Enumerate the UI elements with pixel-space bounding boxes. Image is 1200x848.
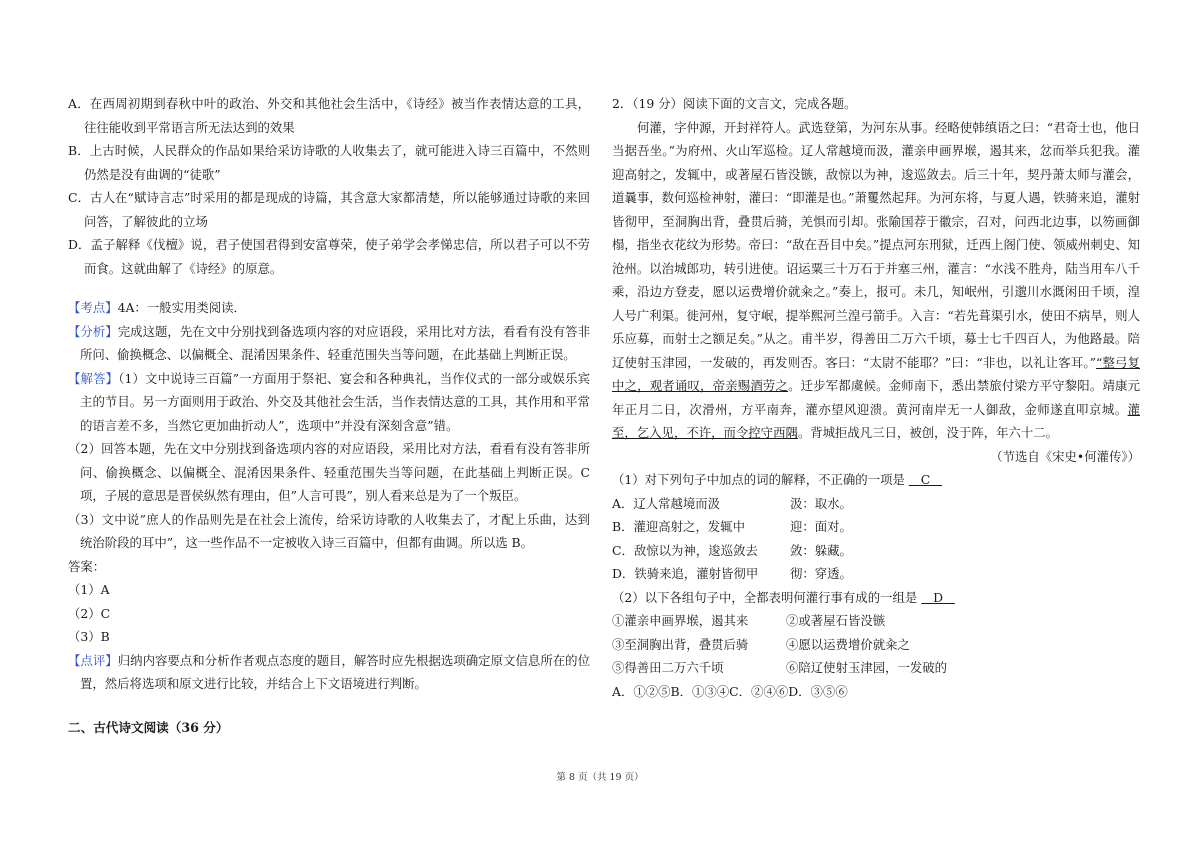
option-b: B．上古时候，人民群众的作品如果给采访诗歌的人收集去了，就可能进入诗三百篇中，不然则仍然是没有曲调的“徒歌” (68, 143, 590, 182)
passage-source: （节选自《宋史•何灌传》） (990, 448, 1140, 464)
jieda (68, 367, 590, 438)
sub-q2-item: ⑥陪辽使射玉津园，一发破的 (786, 660, 948, 675)
answer-1: （1）A (68, 582, 110, 597)
right-column (612, 92, 1140, 703)
sub-q1-explanation: 迎：面对。 (790, 519, 852, 534)
passage-part-2: 。迁步军都虞候。金师南下，悉出禁旅付梁方平守黎阳。靖康元年正月二日，次滑州，方平南奔，灌亦望风迎溃。黄河南岸无一人御敌，金师遂直叩京城。 (612, 378, 1141, 417)
answer-blank-1 (905, 468, 946, 492)
sub-q2-item: ②或著屋石皆没镞 (786, 613, 886, 628)
sub-q2-item-row (612, 609, 1140, 633)
page-number: 第 8 页（共 19 页） (556, 772, 644, 783)
jieda-3: （3）文中说”庶人的作品则先是在社会上流传，给采访诗歌的人收集去了，才配上乐曲，达到统治阶段的耳中”，这一些作品不一定被收入诗三百篇中，但都有曲调。所以选 B。 (68, 511, 590, 550)
answer-blank-2 (917, 586, 959, 610)
answer-2: （2）C (68, 605, 111, 621)
sub-q1-option: C．敌惊以为神，逡巡敛去 (612, 542, 758, 558)
sub-q1-option-row (612, 515, 1140, 539)
sub-question-1 (612, 468, 1140, 492)
option-c: C．古人在“赋诗言志”时采用的都是现成的诗篇，其含意大家都清楚，所以能够通过诗歌的来回问答，了解彼此的立场 (68, 190, 590, 229)
sub-q1-option-row (612, 539, 1140, 563)
passage (612, 116, 1140, 445)
sub-q1-option: A．辽人常越境而汲 (612, 495, 721, 511)
fenxi-text: 完成这题，先在文中分别找到备选项内容的对应语段，采用比对方法，看看有没有答非所问、偷换概念、以偏概全、混淆因果条件、轻重范围失当等问题，在此基础上判断正误。 (80, 323, 591, 362)
jieda-text-1: （1）文中说诗三百篇”一方面用于祭祀、宴会和各种典礼，当作仪式的一部分或娱乐宾主的节目。另一方面则用于政治、外交及其他社会生活，当作表情达意的工具，其作用和平常的语言差不多，当然它更加曲折动人”，选项中”并没有深刻含意”错。 (80, 370, 590, 433)
sub-q1-option: B．灌迎高射之，发辄中 (612, 519, 746, 534)
jieda-tag: 【解答】 (68, 370, 119, 386)
sub-q1-option: D．铁骑来追，灌射皆彻甲 (612, 566, 759, 581)
question-2-header: 2．（19 分）阅读下面的文言文，完成各题。 (612, 96, 857, 111)
answer-label: 答案： (68, 558, 106, 574)
kaodian-tag: 【考点】 (68, 300, 118, 315)
sub-q2-item: ④愿以运费增价就籴之 (786, 636, 910, 652)
sub-q2-item: ⑤得善田二万六千顷 (612, 660, 724, 675)
fenxi (68, 320, 590, 367)
answer-2: D (933, 589, 944, 605)
section-title: 二、古代诗文阅读（36 分） (68, 719, 229, 735)
sub-q1-explanation: 敛：躲藏。 (790, 542, 852, 558)
option-d: D．孟子解释《伐檀》说，君子使国君得到安富尊荣，使子弟学会孝悌忠信，所以君子可以不劳而食。这就曲解了《诗经》的原意。 (68, 237, 590, 276)
kaodian-text: 4A：一般实用类阅读． (117, 300, 246, 315)
sub-question-1-text: （1）对下列句子中加点的词的解释，不正确的一项是 (612, 472, 905, 487)
jieda-2: （2）回答本题，先在文中分别找到备选项内容的对应语段，采用比对方法，看看有没有答非所问、偷换概念、以偏概全、混淆因果条件、轻重范围失当等问题，在此基础上判断正误。C项，子展的意思是晋侯纵然有理由，但”人言可畏”，别人看来总是为了一个叛臣。 (68, 441, 590, 503)
dianping (68, 649, 590, 696)
fenxi-tag: 【分析】 (68, 323, 118, 339)
passage-underline-1: “整弓复中之，观者诵叹，帝亲赐酒劳之 (612, 354, 1140, 393)
sub-q2-choices: A．①②⑤B．①③④C．②④⑥D．③⑤⑥ (612, 683, 848, 699)
dianping-text: 归纳内容要点和分析作者观点态度的题目，解答时应先根据选项确定原文信息所在的位置，然后将选项和原文进行比较，并结合上下文语境进行判断。 (80, 652, 591, 691)
answer-3: （3）B (68, 629, 110, 644)
sub-q2-item-row (612, 656, 1140, 680)
passage-underline-2: 灌至，乞入见，不许，而令控守西隅 (612, 401, 1140, 440)
sub-question-2 (612, 586, 1140, 610)
answer-1: C (920, 472, 931, 487)
sub-question-2-text: （2）以下各组句子中，全都表明何灌行事有成的一组是 (612, 589, 918, 605)
sub-q2-item-row (612, 633, 1140, 657)
sub-q1-option-row (612, 562, 1140, 586)
spacer (68, 696, 590, 716)
dianping-tag: 【点评】 (68, 652, 118, 668)
kaodian (68, 296, 590, 320)
sub-q2-item: ③至洞胸出背，叠贯后骑 (612, 636, 749, 652)
spacer (68, 280, 590, 296)
option-a: A．在西周初期到春秋中叶的政治、外交和其他社会生活中，《诗经》被当作表情达意的工具，往往能收到平常语言所无法达到的效果 (68, 96, 590, 135)
sub-q1-option-row (612, 492, 1140, 516)
sub-q2-item: ①灌亲申画界堠，遏其来 (612, 613, 749, 628)
passage-part-3: 。背城拒战凡三日，被创，没于阵，年六十二。 (797, 425, 1059, 440)
passage-part-1: 何灌，字仲源，开封祥符人。武选登第，为河东从事。经略使韩缜语之曰：“君奇士也，他日当据吾坐。”为府州、火山军巡检。辽人常越境而汲，灌亲申画界堠，遏其来，忿而举兵犯我。灌迎高射之，发辄中，或著屋石皆没镞，敌惊以为神，逡巡敛去。后三十年，契丹萧太师与灌会，道曩事，数何巡检神射，灌曰：“即灌是也。”萧矍然起拜。为河东将，与夏人遇，铁骑来追，灌射皆彻甲，至洞胸出背，叠贯后骑，羌惧而引却。张隃国荐于徽宗，召对，问西北边事，以笏画御榻，指坐衣花纹为形势。帝曰：“敌在吾目中矣。”提点河东刑狱，迁西上阁门使、领威州刺史、知沧州。以治城郎功，转引进使。诏运粟三十万石于并塞三州，灌言：“水浅不胜舟，陆当用车八千乘，沿边方登麦，愿以运费增价就籴之。”奏上，报可。未几，知岷州，引邈川水溉闲田千顷，湟人号广利渠。徙河州，复守岷，提举熙河兰湟弓箭手。入言：“若先葺渠引水，使田不病旱，则人乐应募，而射士之额足矣。”从之。甫半岁，得善田二万六千顷，募士七千四百人，为他路最。陪辽使射玉津园，一发破的，再发则否。客曰：“太尉不能耶？”曰：“非也，以礼让客耳。” (612, 119, 1140, 370)
sub-q1-explanation: 汲：取水。 (790, 495, 852, 511)
sub-q1-explanation: 彻：穿透。 (790, 566, 852, 581)
left-column (68, 92, 590, 739)
